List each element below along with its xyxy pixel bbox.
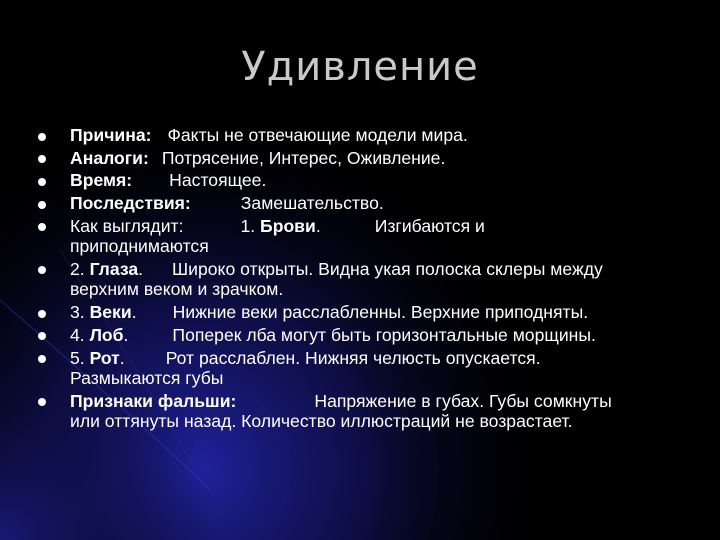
item-continuation: или оттянуты назад. Количество иллюстраций не возрастает. bbox=[70, 411, 573, 432]
item-label: Брови bbox=[260, 215, 316, 236]
item-dot: . bbox=[123, 324, 129, 345]
bullet-icon bbox=[38, 223, 46, 231]
item-continuation: верхним веком и зрачком. bbox=[70, 279, 284, 300]
bullet-icon bbox=[38, 310, 46, 318]
list-item bbox=[38, 348, 708, 389]
item-text: Факты не отвечающие модели мира. bbox=[167, 125, 468, 145]
item-dot: . bbox=[131, 302, 137, 323]
item-label: Глаза bbox=[89, 258, 139, 279]
item-text: Рот расслаблен. Нижняя челюсть опускается. bbox=[165, 347, 541, 368]
slide-title: Удивление bbox=[241, 44, 479, 90]
item-prefix: Как выглядит: bbox=[70, 215, 184, 236]
list-item bbox=[38, 391, 708, 432]
list-item bbox=[38, 216, 708, 257]
item-label: Лоб bbox=[89, 324, 124, 345]
item-label: Признаки фальши: bbox=[70, 390, 237, 411]
item-dot: . bbox=[119, 347, 125, 368]
item-label: Время: bbox=[70, 170, 133, 191]
list-item bbox=[38, 259, 708, 300]
item-number: 2. bbox=[70, 258, 90, 279]
bullet-list bbox=[38, 125, 708, 434]
item-label: Аналоги: bbox=[70, 147, 149, 168]
item-dot: . bbox=[315, 215, 321, 236]
item-text: Поперек лба могут быть горизонтальные морщины. bbox=[172, 324, 596, 345]
bullet-icon bbox=[38, 266, 46, 274]
bullet-icon bbox=[38, 201, 46, 209]
item-label: Причина: bbox=[70, 125, 152, 145]
item-text: Изгибаются и bbox=[374, 215, 485, 236]
list-item bbox=[38, 170, 708, 191]
bullet-icon bbox=[38, 332, 46, 340]
bullet-icon bbox=[38, 398, 46, 406]
item-text: Напряжение в губах. Губы сомкнуты bbox=[314, 390, 612, 411]
item-text: Замешательство. bbox=[240, 193, 384, 214]
bullet-icon bbox=[38, 155, 46, 163]
item-dot: . bbox=[138, 258, 144, 279]
list-item bbox=[38, 193, 708, 214]
item-label: Веки bbox=[89, 302, 132, 323]
item-number: 5. bbox=[70, 347, 90, 368]
list-item bbox=[38, 325, 708, 346]
bullet-icon bbox=[38, 178, 46, 186]
item-text: Широко открыты. Видна укая полоска склеры между bbox=[172, 258, 603, 279]
list-item bbox=[38, 148, 708, 169]
item-text: Настоящее. bbox=[169, 170, 267, 191]
item-continuation: приподнимаются bbox=[70, 236, 209, 257]
item-label: Рот bbox=[89, 347, 120, 368]
item-label: Последствия: bbox=[70, 193, 191, 214]
item-text: Нижние веки расслабленны. Верхние приподняты. bbox=[172, 302, 589, 323]
bullet-icon bbox=[38, 133, 46, 141]
item-number: 4. bbox=[70, 324, 90, 345]
list-item bbox=[38, 302, 708, 323]
item-continuation: Размыкаются губы bbox=[70, 368, 224, 388]
item-number: 1. bbox=[240, 215, 261, 236]
list-item bbox=[38, 125, 708, 146]
item-number: 3. bbox=[70, 302, 90, 323]
bullet-icon bbox=[38, 355, 46, 363]
item-text: Потрясение, Интерес, Оживление. bbox=[161, 147, 446, 168]
